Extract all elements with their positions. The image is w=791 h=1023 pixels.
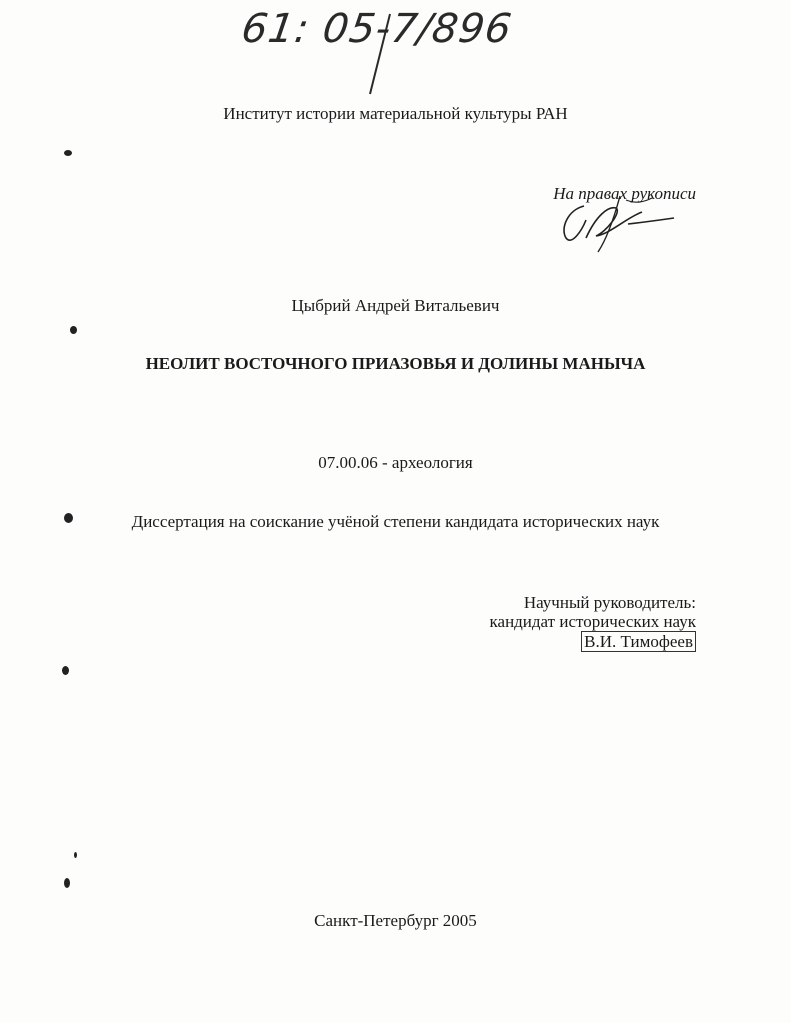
scan-speck xyxy=(62,666,69,675)
scan-speck xyxy=(64,150,72,156)
signature-icon xyxy=(556,188,686,258)
archive-number: 61: 05-7/896 xyxy=(238,6,515,52)
supervisor-degree: кандидат исторических наук xyxy=(489,612,696,631)
place-and-year: Санкт-Петербург 2005 xyxy=(314,911,477,930)
supervisor-name: В.И. Тимофеев xyxy=(581,631,696,652)
author-name: Цыбрий Андрей Витальевич xyxy=(291,296,500,315)
degree-statement: Диссертация на соискание учёной степени кандидата исторических наук xyxy=(131,512,660,531)
archive-slash-mark xyxy=(360,10,420,100)
scan-speck xyxy=(70,326,77,334)
scan-speck xyxy=(74,852,77,858)
scan-speck xyxy=(64,513,73,523)
specialty-code: 07.00.06 - археология xyxy=(318,453,473,472)
supervisor-role: Научный руководитель: xyxy=(523,593,696,612)
institution-name: Институт истории материальной культуры РАН xyxy=(223,104,568,123)
dissertation-title: НЕОЛИТ ВОСТОЧНОГО ПРИАЗОВЬЯ И ДОЛИНЫ МАНЫЧА xyxy=(145,354,646,373)
manuscript-note: На правах рукописи xyxy=(553,184,696,203)
scan-speck xyxy=(64,878,70,888)
